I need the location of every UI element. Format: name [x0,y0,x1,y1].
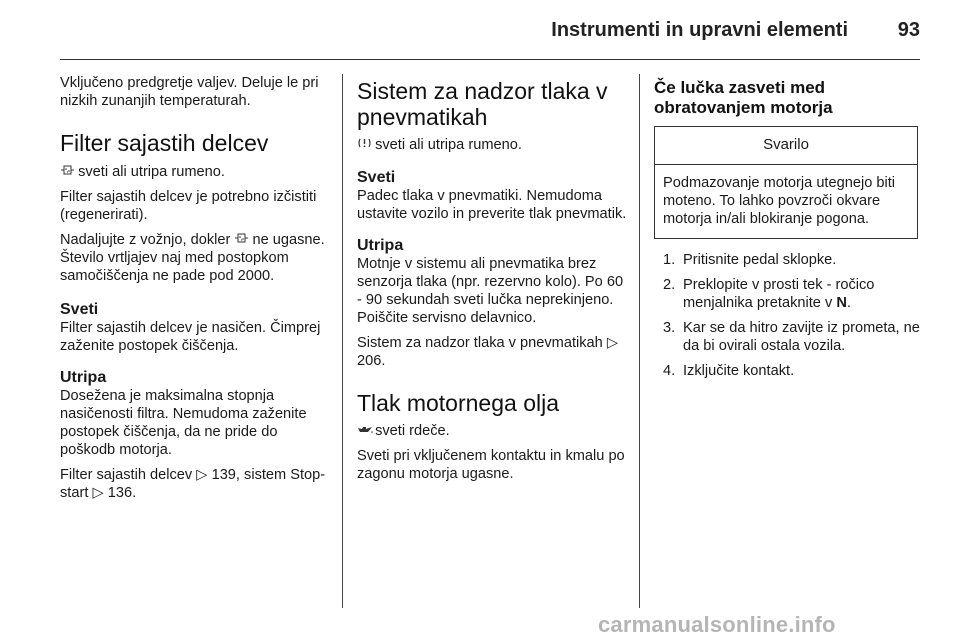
page-reference-arrow-icon: ▷ [196,467,208,483]
warning-title: Svarilo [655,127,917,165]
column-divider-1 [342,74,343,608]
section-heading-tire-pressure: Sistem za nadzor tlaka v pnevmatikah [357,78,608,130]
particle-filter-icon [234,231,248,249]
step-text: Pritisnite pedal sklopke. [683,252,837,268]
page-reference-arrow-icon: ▷ [606,335,619,351]
utripa-heading: Utripa [357,237,404,254]
section-heading-oil-pressure: Tlak motornega olja [357,390,559,416]
header-divider [60,59,920,60]
text-part: Sistem za nadzor tlaka v pnevmatikah [357,335,603,351]
steps-list [654,251,924,380]
particle-filter-icon [60,163,74,181]
warning-box [654,126,918,239]
oil-pressure-status-line [357,422,627,440]
text-part: ne ugasne. Število vrtljajev naj med postopkom samočiščenja ne pade pod 2000. [60,232,325,284]
step-number: 1. [663,252,676,268]
step-number: 2. [663,277,676,293]
sveti-text: Filter sajastih delcev je nasičen. Čimprej zaženite postopek čiščenja. [60,320,321,354]
page-reference-arrow-icon: ▷ [92,485,104,501]
utripa-heading: Utripa [60,369,107,386]
icon-line-text: sveti rdeče. [375,423,450,439]
step-text: Kar se da hitro zavijte iz prometa, ne da bi ovirali ostala vozila. [683,320,920,354]
sveti-block [357,168,627,223]
gear-letter: N [836,295,847,311]
utripa-block [357,236,627,327]
section-heading-lamp-during-operation: Če lučka zasveti med obratovanjem motorja [654,78,833,117]
text-part: Nadaljujte z vožnjo, dokler [60,232,231,248]
step-number: 4. [663,363,676,379]
sveti-heading: Sveti [60,301,99,318]
list-item [654,251,924,269]
intro-text: Vključeno predgretje valjev. Deluje le pri nizkih zunanjih temperaturah. [60,75,319,109]
utripa-block [60,368,330,459]
tire-pressure-status-line [357,136,627,154]
header-title: Instrumenti in upravni elementi [551,19,848,41]
oil-can-icon [357,422,371,440]
text-part: 139, sistem Stop-start [60,467,326,501]
list-item [654,362,924,380]
paragraph-regenerate: Filter sajastih delcev je potrebno izčistiti (regenerirati). [60,189,317,223]
tire-pressure-icon [357,136,371,154]
oil-pressure-text: Sveti pri vključenem kontaktu in kmalu po zagonu motorja ugasne. [357,448,625,482]
step-text: Preklopite v prosti tek - ročico menjalnika pretaknite v [683,277,875,311]
warning-text: Podmazovanje motorja utegnejo biti moteno. To lahko povzroči okvare motorja in/ali blokiranje pogona. [663,175,896,227]
utripa-text: Dosežena je maksimalna stopnja nasičenosti filtra. Nemudoma zaženite postopek čiščenja, da ne pride do poškodb motorja. [60,388,307,458]
page-header [0,0,960,60]
step-text: Izključite kontakt. [683,363,795,379]
step-number: 3. [663,320,676,336]
column-divider-2 [639,74,640,608]
column-3 [654,74,924,387]
cross-reference [60,466,330,502]
section-heading-particle-filter: Filter sajastih delcev [60,130,269,156]
particle-filter-status-line [60,163,330,181]
step-text: . [846,295,851,311]
text-part: Filter sajastih delcev [60,467,193,483]
watermark: carmanualsonline.info [598,612,836,637]
icon-line-text: sveti ali utripa rumeno. [375,137,522,153]
paragraph-continue-driving [60,231,330,285]
column-2 [357,74,627,483]
utripa-text: Motnje v sistemu ali pnevmatika brez senzorja tlaka (npr. rezervno kolo). Po 60 - 90 sekundah sveti lučka neprekinjeno. Poiščite servisno delavnico. [357,256,624,326]
cross-reference [357,334,627,370]
list-item [654,276,924,312]
sveti-heading: Sveti [357,169,396,186]
text-part: 206. [357,353,386,369]
list-item [654,319,924,355]
column-1 [60,74,330,502]
sveti-block [60,300,330,355]
text-part: 136. [107,485,137,501]
icon-line-text: sveti ali utripa rumeno. [78,164,225,180]
sveti-text: Padec tlaka v pnevmatiki. Nemudoma ustavite vozilo in preverite tlak pnevmatik. [357,188,627,222]
page-number: 93 [897,19,920,41]
